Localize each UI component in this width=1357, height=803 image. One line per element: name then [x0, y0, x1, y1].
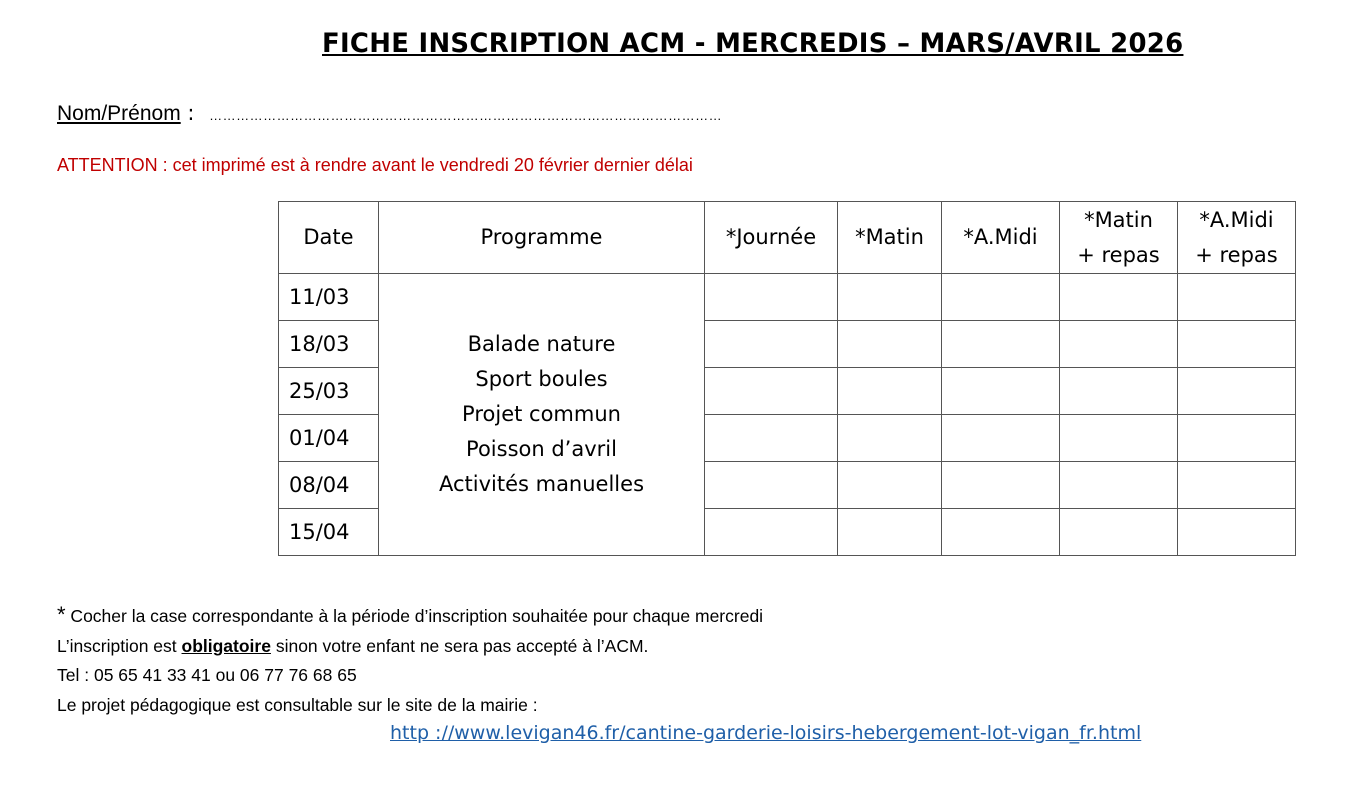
name-separator: : — [180, 101, 195, 125]
checkbox-amidi[interactable] — [942, 321, 1060, 368]
date-cell: 08/04 — [279, 462, 379, 509]
checkbox-amidi-repas[interactable] — [1178, 368, 1296, 415]
header-amidi-repas — [1178, 202, 1296, 274]
attention-notice: ATTENTION : cet imprimé est à rendre avant le vendredi 20 février dernier délai — [57, 155, 693, 175]
mandatory-bold: obligatoire — [181, 635, 271, 656]
page-title: FICHE INSCRIPTION ACM - MERCREDIS – MARS/AVRIL 2026 — [322, 28, 1184, 59]
header-date: Date — [279, 202, 379, 274]
mairie-website-link[interactable]: http ://www.levigan46.fr/cantine-garderie-loisirs-hebergement-lot-vigan_fr.html — [390, 722, 1142, 744]
footer-phone: Tel : 05 65 41 33 41 ou 06 77 76 68 65 — [57, 665, 357, 685]
header-matin-repas — [1060, 202, 1178, 274]
checkbox-matin-repas[interactable] — [1060, 415, 1178, 462]
table-row — [279, 274, 1296, 321]
header-matin: *Matin — [838, 202, 942, 274]
checkbox-amidi-repas[interactable] — [1178, 415, 1296, 462]
date-cell: 01/04 — [279, 415, 379, 462]
checkbox-matin[interactable] — [838, 462, 942, 509]
checkbox-matin-repas[interactable] — [1060, 321, 1178, 368]
checkbox-matin-repas[interactable] — [1060, 274, 1178, 321]
programme-item: Projet commun — [462, 402, 621, 426]
checkbox-matin-repas[interactable] — [1060, 509, 1178, 556]
checkbox-matin-repas[interactable] — [1060, 462, 1178, 509]
header-amidi-repas-l1: *A.Midi — [1199, 207, 1274, 232]
date-cell: 15/04 — [279, 509, 379, 556]
programme-item: Sport boules — [475, 367, 608, 391]
checkbox-matin-repas[interactable] — [1060, 368, 1178, 415]
checkbox-journee[interactable] — [705, 509, 838, 556]
programme-cell — [379, 274, 705, 556]
checkbox-amidi-repas[interactable] — [1178, 321, 1296, 368]
checkbox-journee[interactable] — [705, 462, 838, 509]
header-amidi: *A.Midi — [942, 202, 1060, 274]
checkbox-amidi-repas[interactable] — [1178, 462, 1296, 509]
mandatory-post: sinon votre enfant ne sera pas accepté à l’ACM. — [270, 635, 649, 656]
checkbox-amidi-repas[interactable] — [1178, 274, 1296, 321]
checkbox-amidi[interactable] — [942, 415, 1060, 462]
header-matin-repas-l2: + repas — [1077, 242, 1160, 267]
date-cell: 11/03 — [279, 274, 379, 321]
footer-instruction — [57, 600, 763, 632]
header-journee: *Journée — [705, 202, 838, 274]
instruction-text: Cocher la case correspondante à la période d’inscription souhaitée pour chaque mercredi — [65, 606, 764, 626]
checkbox-amidi-repas[interactable] — [1178, 509, 1296, 556]
programme-item: Poisson d’avril — [466, 437, 617, 461]
checkbox-journee[interactable] — [705, 368, 838, 415]
checkbox-journee[interactable] — [705, 274, 838, 321]
checkbox-matin[interactable] — [838, 509, 942, 556]
checkbox-amidi[interactable] — [942, 462, 1060, 509]
date-cell: 18/03 — [279, 321, 379, 368]
footer-notes — [57, 600, 763, 720]
name-input-dots[interactable]: …………………………………………………………………………………………………… — [209, 108, 723, 123]
date-cell: 25/03 — [279, 368, 379, 415]
footer-project: Le projet pédagogique est consultable sur le site de la mairie : — [57, 694, 538, 715]
checkbox-matin[interactable] — [838, 368, 942, 415]
header-programme: Programme — [379, 202, 705, 274]
name-label: Nom/Prénom — [57, 102, 181, 125]
footer-mandatory — [57, 632, 763, 662]
header-matin-repas-l1: *Matin — [1084, 207, 1153, 232]
checkbox-matin[interactable] — [838, 321, 942, 368]
name-field[interactable] — [57, 101, 722, 126]
programme-item: Activités manuelles — [438, 472, 645, 496]
header-amidi-repas-l2: + repas — [1195, 242, 1278, 267]
mandatory-pre: L’inscription est — [57, 635, 182, 656]
checkbox-matin[interactable] — [838, 274, 942, 321]
table-header-row — [279, 202, 1296, 274]
checkbox-matin[interactable] — [838, 415, 942, 462]
checkbox-journee[interactable] — [705, 415, 838, 462]
registration-table — [278, 201, 1296, 556]
asterisk: * — [57, 602, 66, 627]
checkbox-journee[interactable] — [705, 321, 838, 368]
checkbox-amidi[interactable] — [942, 274, 1060, 321]
programme-item: Balade nature — [467, 332, 616, 356]
checkbox-amidi[interactable] — [942, 368, 1060, 415]
checkbox-amidi[interactable] — [942, 509, 1060, 556]
